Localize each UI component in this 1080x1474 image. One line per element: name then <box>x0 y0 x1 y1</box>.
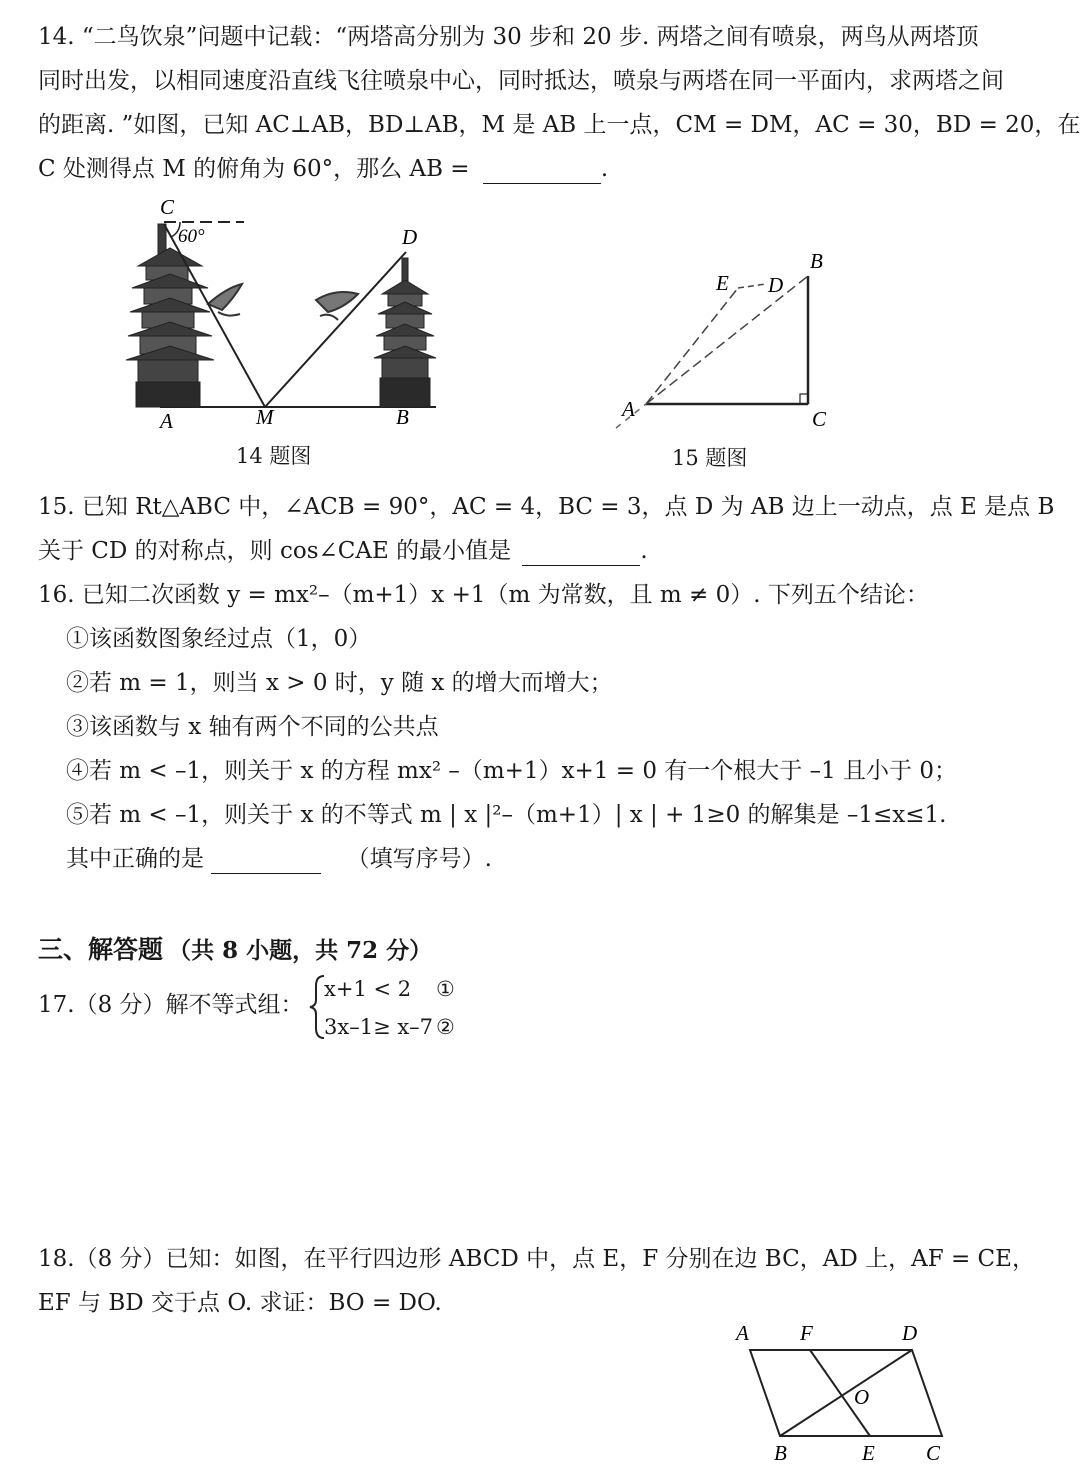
q18-label-F: F <box>800 1321 813 1345</box>
q15-line2-text: 关于 CD 的对称点，则 cos∠CAE 的最小值是 <box>38 538 512 564</box>
q18-diagonal-BD <box>780 1350 912 1436</box>
q14-label-angle: 60° <box>178 226 205 247</box>
section3-subtitle: （共 8 小题，共 72 分） <box>168 937 433 964</box>
q15-side-AB <box>646 276 808 404</box>
q15-line2-end: . <box>640 538 648 564</box>
q16-item-2: ②若 m = 1，则当 x > 0 时，y 随 x 的增大而增大； <box>66 670 613 696</box>
q16-answer-blank[interactable] <box>211 849 321 874</box>
q18-label-O: O <box>854 1385 870 1409</box>
q17-mark2: ② <box>436 1015 455 1039</box>
section3-heading <box>38 930 432 966</box>
q16-answer-suffix: （填写序号）. <box>346 846 492 872</box>
q14-answer-blank[interactable] <box>483 159 601 184</box>
q15-line-AE <box>646 288 738 404</box>
q18-figure <box>730 1318 960 1474</box>
q18-label-B: B <box>774 1441 787 1465</box>
q17-mark1: ① <box>436 977 455 1001</box>
q14-line4-end: . <box>600 156 609 182</box>
q14-figure <box>100 196 480 436</box>
q17-ineq2: 3x–1≥ x–7 <box>324 1015 434 1039</box>
q14-line2: 同时出发，以相同速度沿直线飞往喷泉中心，同时抵达，喷泉与两塔在同一平面内，求两塔之间 <box>38 68 1004 94</box>
q16-item-5: ⑤若 m < –1，则关于 x 的不等式 m | x |²–（m+1）| x | + 1≥0 的解集是 –1≤x≤1. <box>66 802 947 828</box>
q15-label-D: D <box>768 273 784 297</box>
q14-label-A: A <box>160 409 173 433</box>
bird-left-icon <box>208 284 242 316</box>
q14-label-C: C <box>160 195 175 219</box>
q16-answer-line <box>66 844 492 874</box>
q14-label-M: M <box>256 405 274 429</box>
q16-item-3: ③该函数与 x 轴有两个不同的公共点 <box>66 714 439 740</box>
q15-label-E: E <box>716 271 729 295</box>
q17-stem: 17.（8 分）解不等式组： <box>38 992 304 1018</box>
q15-line1: 15. 已知 Rt△ABC 中，∠ACB = 90°，AC = 4，BC = 3，点 D 为 AB 边上一动点，点 E 是点 B <box>38 494 1055 520</box>
q14-line4 <box>38 154 608 184</box>
q18-line2: EF 与 BD 交于点 O. 求证：BO = DO. <box>38 1290 442 1316</box>
q16-item-1: ①该函数图象经过点（1，0） <box>66 626 372 652</box>
q18-label-D: D <box>902 1321 918 1345</box>
q17-ineq1: x+1 < 2 <box>324 977 412 1001</box>
q14-caption: 14 题图 <box>236 444 312 468</box>
pagoda-left-icon <box>126 224 214 407</box>
q14-line3: 的距离. ”如图，已知 AC⊥AB，BD⊥AB，M 是 AB 上一点，CM = DM，AC = 30，BD = 20，在 <box>38 112 1080 138</box>
q18-line1: 18.（8 分）已知：如图，在平行四边形 ABCD 中，点 E，F 分别在边 BC，AD 上，AF = CE， <box>38 1246 1035 1272</box>
q15-label-A: A <box>622 397 635 421</box>
q15-answer-blank[interactable] <box>522 541 640 566</box>
q15-line-ED <box>738 284 766 288</box>
q15-figure <box>596 244 856 444</box>
q16-answer-prefix: 其中正确的是 <box>66 846 204 872</box>
q15-label-B: B <box>810 249 823 273</box>
q18-label-E: E <box>862 1441 875 1465</box>
q14-line1: 14. “二鸟饮泉”问题中记载：“两塔高分别为 30 步和 20 步. 两塔之间有喷泉，两鸟从两塔顶 <box>38 24 979 50</box>
q15-caption: 15 题图 <box>672 446 748 470</box>
q16-item-4: ④若 m < –1，则关于 x 的方程 mx² –（m+1）x+1 = 0 有一个根大于 –1 且小于 0； <box>66 758 957 784</box>
q14-line4-text: C 处测得点 M 的俯角为 60°，那么 AB = <box>38 156 470 182</box>
section3-title: 三、解答题 <box>38 935 164 964</box>
q14-label-D: D <box>402 225 418 249</box>
q15-line2 <box>38 536 648 566</box>
q18-label-A: A <box>736 1321 749 1345</box>
q15-label-C: C <box>812 407 827 431</box>
bird-right-icon <box>316 292 358 320</box>
q14-label-B: B <box>396 405 409 429</box>
pagoda-right-icon <box>374 258 436 407</box>
q16-stem: 16. 已知二次函数 y = mx²–（m+1）x +1（m 为常数，且 m ≠ 0）. 下列五个结论： <box>38 582 929 608</box>
q18-label-C: C <box>926 1441 941 1465</box>
